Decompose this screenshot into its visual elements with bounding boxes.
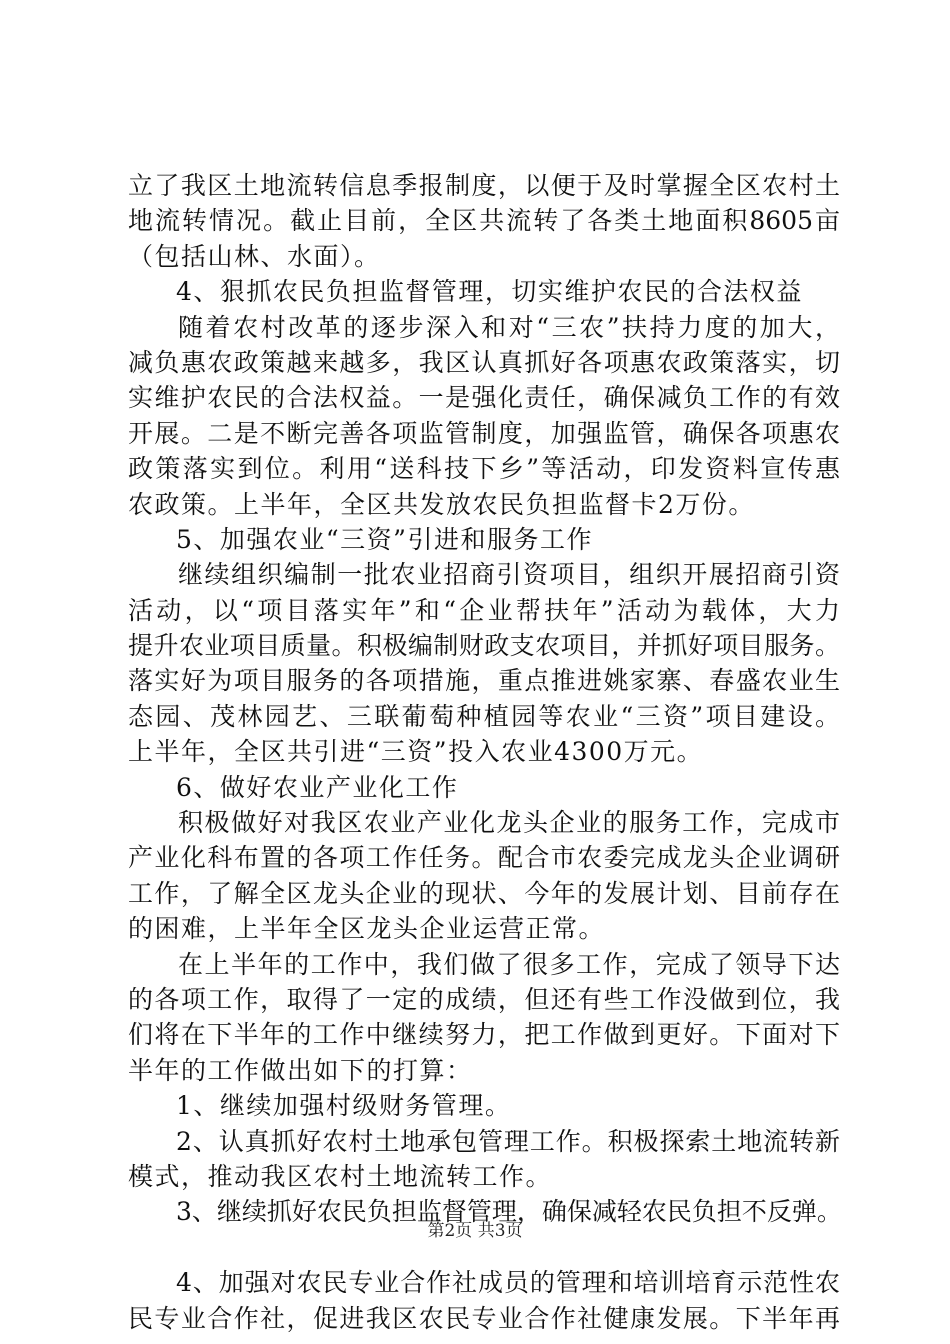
text-line: 随着农村改革的逐步深入和对“三农”扶持力度的加大， [178, 312, 840, 342]
plan-item-2: 2、认真抓好农村土地承包管理工作。积极探索土地流转新 [176, 1126, 840, 1156]
text-line: 的困难，上半年全区龙头企业运营正常。 [128, 914, 606, 944]
plan-item-4: 4、加强对农民专业合作社成员的管理和培训培育示范性农 [176, 1268, 840, 1298]
text-line: 活动，以“项目落实年”和“企业帮扶年”活动为载体，大力 [128, 595, 840, 625]
text-line: 政策落实到位。利用“送科技下乡”等活动，印发资料宣传惠 [128, 454, 840, 484]
plan-item-1: 1、继续加强村级财务管理。 [176, 1091, 512, 1121]
page-number-footer: 第2页 共3页 [427, 1221, 523, 1241]
text-line: 开展。二是不断完善各项监管制度，加强监管，确保各项惠农 [128, 418, 840, 448]
text-line: 工作，了解全区龙头企业的现状、今年的发展计划、目前存在 [128, 878, 840, 908]
text-line: 地流转情况。截止目前，全区共流转了各类土地面积8605亩 [128, 206, 840, 236]
text-line: 产业化科布置的各项工作任务。配合市农委完成龙头企业调研 [128, 843, 840, 873]
text-line: （包括山林、水面）。 [128, 241, 381, 271]
text-line: 继续组织编制一批农业招商引资项目，组织开展招商引资 [178, 560, 840, 590]
text-line: 半年的工作做出如下的打算： [128, 1055, 473, 1085]
text-line: 民专业合作社，促进我区农民专业合作社健康发展。下半年再 [128, 1303, 840, 1333]
plan-item-3: 3、继续抓好农民负担监督管理，确保减轻农民负担不反弹。 [176, 1197, 842, 1227]
text-line: 态园、茂林园艺、三联葡萄种植园等农业“三资”项目建设。 [128, 701, 840, 731]
text-line: 立了我区土地流转信息季报制度，以便于及时掌握全区农村土 [128, 171, 840, 200]
text-line: 们将在下半年的工作中继续努力，把工作做到更好。下面对下 [128, 1020, 840, 1050]
text-line: 模式，推动我区农村土地流转工作。 [128, 1161, 553, 1191]
document-body [128, 168, 840, 1336]
text-line: 提升农业项目质量。积极编制财政支农项目，并抓好项目服务。 [128, 631, 840, 661]
text-line: 在上半年的工作中，我们做了很多工作，完成了领导下达 [178, 949, 840, 979]
section-heading-5: 5、加强农业“三资”引进和服务工作 [176, 524, 593, 554]
text-line: 落实好为项目服务的各项措施，重点推进姚家寨、春盛农业生 [128, 666, 840, 696]
text-line: 上半年，全区共引进“三资”投入农业4300万元。 [128, 737, 704, 767]
text-line: 实维护农民的合法权益。一是强化责任，确保减负工作的有效 [128, 383, 840, 413]
text-line: 农政策。上半年，全区共发放农民负担监督卡2万份。 [128, 489, 755, 519]
section-heading-6: 6、做好农业产业化工作 [176, 772, 459, 802]
text-line: 积极做好对我区农业产业化龙头企业的服务工作，完成市 [178, 808, 840, 838]
text-line: 的各项工作，取得了一定的成绩，但还有些工作没做到位，我 [128, 984, 840, 1014]
text-line: 减负惠农政策越来越多，我区认真抓好各项惠农政策落实，切 [128, 347, 840, 377]
section-heading-4: 4、狠抓农民负担监督管理，切实维护农民的合法权益 [176, 277, 803, 307]
